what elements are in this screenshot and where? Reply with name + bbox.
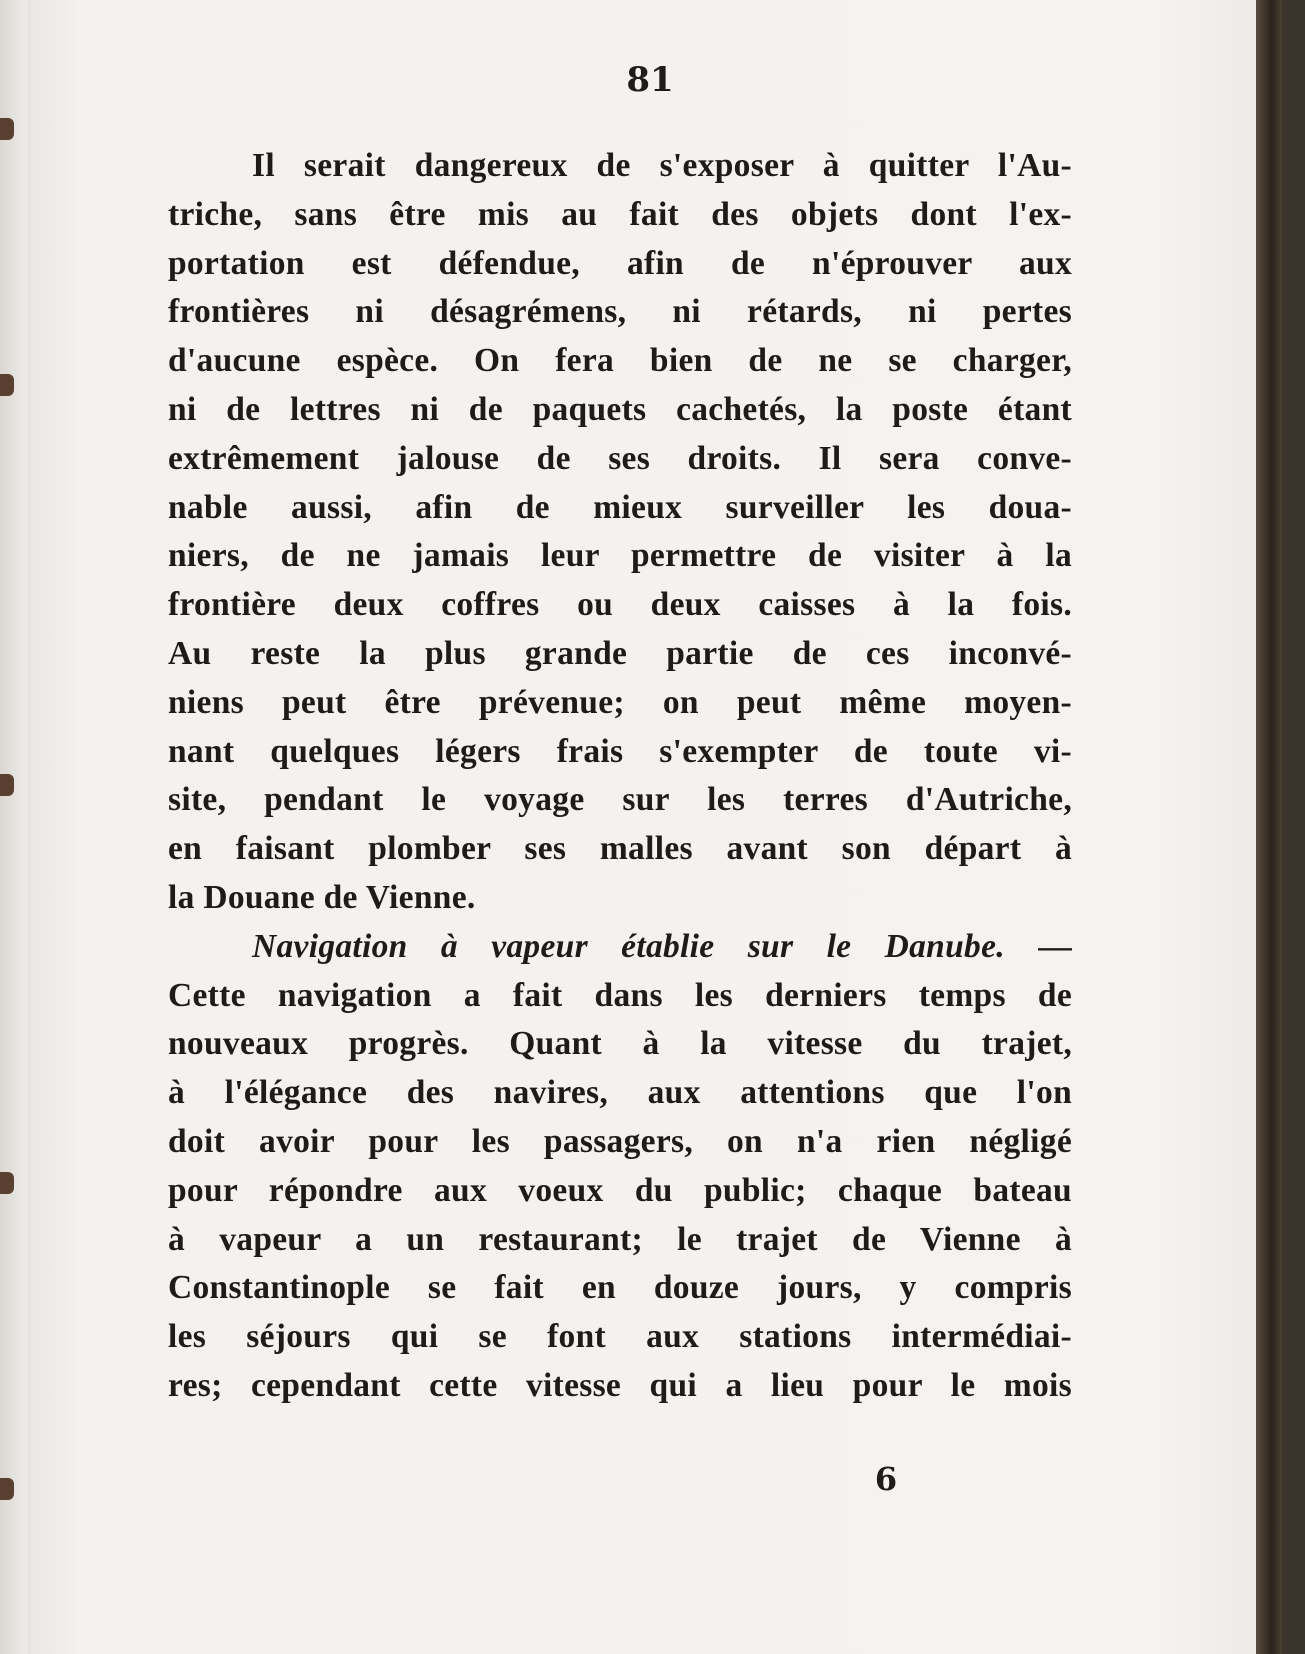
text-line: frontières ni désagrémens, ni rétards, ni pertes [168, 293, 1072, 331]
binding-stitch [0, 1478, 14, 1500]
text-line: doit avoir pour les passagers, on n'a rien négligé [168, 1122, 1072, 1160]
page-number: 81 [626, 60, 674, 100]
binding-stitch [0, 118, 14, 140]
em-dash: — [1004, 927, 1072, 965]
text-line: nable aussi, afin de mieux surveiller les doua- [168, 488, 1072, 526]
text-line: Constantinople se fait en douze jours, y compris [168, 1269, 1072, 1307]
section-heading: Navigation à vapeur établie sur le Danube. [252, 927, 1005, 965]
section-heading-line [168, 923, 1072, 972]
text-line: en faisant plomber ses malles avant son départ à [168, 830, 1072, 868]
text-line: d'aucune espèce. On fera bien de ne se charger, [168, 342, 1072, 380]
text-line: les séjours qui se font aux stations intermédiai- [168, 1318, 1072, 1356]
text-line: extrêmement jalouse de ses droits. Il sera conve- [168, 439, 1072, 477]
text-line: site, pendant le voyage sur les terres d'Autriche, [168, 781, 1072, 819]
text-line: ni de lettres ni de paquets cachetés, la poste étant [168, 390, 1072, 428]
text-line: la Douane de Vienne. [168, 878, 476, 916]
text-line: triche, sans être mis au fait des objets dont l'ex- [168, 195, 1072, 233]
text-line: niers, de ne jamais leur permettre de visiter à la [168, 537, 1072, 575]
text-line: niens peut être prévenue; on peut même moyen- [168, 683, 1072, 721]
text-line: res; cependant cette vitesse qui a lieu pour le mois [168, 1366, 1072, 1404]
text-line: frontière deux coffres ou deux caisses à la fois. [168, 586, 1072, 624]
text-line: Au reste la plus grande partie de ces inconvé- [168, 634, 1072, 672]
text-line: pour répondre aux voeux du public; chaque bateau [168, 1171, 1072, 1209]
text-line: à l'élégance des navires, aux attentions que l'on [168, 1074, 1072, 1112]
book-page [30, 0, 1282, 1654]
text-line: Cette navigation a fait dans les derniers temps de [168, 976, 1072, 1014]
binding-stitch [0, 774, 14, 796]
signature-mark: 6 [874, 1460, 898, 1498]
page-edge [1256, 0, 1282, 1654]
text-line: nouveaux progrès. Quant à la vitesse du trajet, [168, 1025, 1072, 1063]
text-line: nant quelques légers frais s'exempter de toute vi- [168, 732, 1072, 770]
body-text [168, 142, 1072, 1411]
binding-stitch [0, 374, 14, 396]
text-line: à vapeur a un restaurant; le trajet de Vienne à [168, 1220, 1072, 1258]
binding-stitch [0, 1172, 14, 1194]
text-line: Il serait dangereux de s'exposer à quitter l'Au- [252, 147, 1072, 184]
text-line: portation est défendue, afin de n'éprouver aux [168, 244, 1072, 282]
